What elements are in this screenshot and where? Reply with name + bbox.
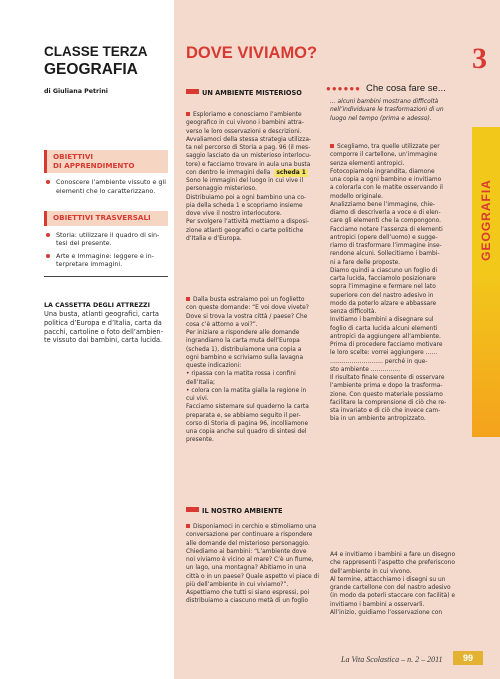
text-line-content: grande cartellone con del nastro adesivo	[330, 585, 451, 591]
text-line	[186, 370, 320, 378]
obiettivi-trasversali	[44, 211, 168, 269]
text-line-content: corso di Storia di pagina 96, incolliamone	[186, 420, 309, 427]
side-label	[475, 160, 497, 280]
text-line-content: foglio di carta lucida alcuni elementi	[330, 325, 438, 332]
text-line-content: Prima di procedere facciamo motivare	[330, 342, 443, 348]
text-line	[330, 341, 464, 349]
text-line-content: l’ambiente prima e dopo la trasforma-	[330, 383, 443, 390]
text-line	[330, 115, 464, 123]
text-line-content: pia della scheda 1 e scopriamo insieme	[186, 202, 303, 209]
text-line-content: queste indicazioni:	[186, 363, 242, 369]
text-line	[330, 308, 464, 316]
text-line	[186, 313, 320, 321]
text-line	[186, 354, 320, 362]
text-line-content: dell’ambiente in cui vivono.	[330, 568, 412, 575]
text-line	[330, 333, 464, 341]
text-line	[330, 242, 464, 250]
text-line	[330, 234, 464, 242]
text-line-content: dove vive il nostro interlocutore.	[186, 211, 282, 217]
section-heading-ambiente-misterioso	[186, 89, 302, 97]
text-line-content: (scheda 1), distribuiamone una copia a	[186, 346, 302, 353]
text-line	[186, 387, 320, 395]
text-line	[186, 218, 318, 226]
text-line	[186, 161, 318, 169]
square-bullet-icon	[186, 112, 190, 116]
text-line-content: Disponiamoci in cerchio e stimoliamo una	[193, 524, 317, 530]
text-line-content: Al termine, attacchiamo i disegni su un	[330, 576, 446, 583]
text-line-content: una copia a ogni bambino e invitiamo	[330, 177, 442, 183]
text-line-content: alle domande del misterioso personaggio.	[186, 540, 310, 547]
text-line	[186, 420, 320, 428]
text-line	[186, 185, 318, 193]
text-line-content: geografico in cui vivono i bambini attra-	[186, 120, 304, 127]
text-line-content: modello originale.	[330, 193, 383, 200]
text-line	[186, 235, 318, 243]
text-line-content: ogni bambino e scriviamo sulla lavagna	[186, 354, 304, 361]
text-line	[330, 160, 464, 168]
text-line	[186, 395, 320, 403]
text-line	[330, 601, 464, 609]
text-line-content: Analizziamo bene l’immagine, chie-	[330, 201, 435, 208]
cassetta-title: LA CASSETTA DEGLI ATTREZZI	[44, 302, 150, 309]
text-line	[186, 337, 320, 345]
text-line-content: Per svolgere l’attività mettiamo a disposi-	[186, 219, 310, 226]
text-line-content: nell’individuare le trasformazioni di un	[330, 107, 444, 114]
text-line-content: antropici da aggiungere all’ambiente.	[330, 333, 441, 340]
text-line	[330, 292, 464, 300]
text-line	[330, 300, 464, 308]
text-line	[330, 568, 464, 576]
text-line	[186, 152, 318, 160]
text-line	[330, 592, 464, 600]
text-line-content: Chiediamo ai bambini: “L’ambiente dove	[186, 548, 307, 555]
text-line	[330, 366, 464, 374]
text-line	[330, 250, 464, 258]
text-line-content: bia in un ambiente antropizzato.	[330, 416, 426, 423]
text-line-content: riamo di trasformare l’immagine inse-	[330, 243, 442, 249]
text-line	[186, 210, 318, 218]
text-line	[330, 349, 464, 357]
text-line-content: • colora con la matita gialla la regione in	[186, 387, 307, 394]
cassetta-line: te vissuto dai bambini, carta lucida.	[44, 336, 163, 345]
text-line	[330, 407, 464, 415]
text-line	[330, 584, 464, 592]
cassetta-text	[44, 310, 168, 345]
text-line	[330, 551, 464, 559]
text-line-content: modo da poterlo alzare e abbassare	[330, 300, 437, 307]
text-line-content: luogo nel tempo (prima e adesso).	[330, 115, 432, 122]
dots-icon: ●●●●●●	[326, 84, 361, 93]
text-line	[330, 391, 464, 399]
text-line-content: cui vivi.	[186, 396, 209, 402]
obiettivi-apprendimento	[44, 150, 168, 195]
cassetta-line: Una busta, atlanti geografici, carta	[44, 310, 159, 318]
text-line	[186, 329, 320, 337]
text-line-content: A4 e invitiamo i bambini a fare un disegno	[330, 552, 456, 558]
text-line-content: invitiamo i bambini a osservarli.	[330, 601, 425, 608]
text-line-content: d’Italia e d’Europa.	[186, 235, 242, 242]
text-line-content: sto ambiente ……………	[330, 366, 401, 373]
text-line-content: le loro scelte: vorrei aggiungere ……	[330, 350, 438, 357]
right-column-body	[330, 143, 464, 424]
text-line	[330, 576, 464, 584]
side-label-text: GEOGRAFIA	[479, 179, 493, 261]
cosa-fare-intro	[330, 98, 464, 123]
text-line-content: cosa c’è attorno a voi?”.	[186, 321, 258, 328]
text-line	[186, 177, 318, 185]
text-line	[330, 267, 464, 275]
trasversale-line: Storia: utilizzare il quadro di sin-	[56, 230, 160, 239]
obiettivo-line: elementi che lo caratterizzano.	[56, 186, 156, 195]
text-line-content: Il risultato finale consente di osservare	[330, 375, 445, 381]
text-line	[186, 321, 320, 329]
text-line	[330, 275, 464, 283]
text-line-content: carta lucida, facciamolo posizionare	[330, 276, 436, 282]
section-body-nostro-ambiente	[186, 523, 322, 606]
text-line-content: ta nel percorso di Storia a pag. 96 (il mes-	[186, 145, 311, 151]
text-line	[186, 111, 318, 119]
text-line-content: All’inizio, guidiamo l’osservazione con	[330, 609, 443, 616]
text-line	[186, 573, 322, 581]
text-line-content: una copia anche sul quadro di sintesi del	[186, 429, 307, 435]
text-line-content: facilitare la comprensione di ciò che re-	[330, 399, 447, 406]
cassetta-attrezzi	[44, 276, 168, 345]
text-line-content: Invitiamo i bambini a disegnare sul	[330, 317, 434, 324]
text-line-content: care gli elementi che la compongono.	[330, 218, 442, 225]
section-title: IL NOSTRO AMBIENTE	[202, 507, 283, 515]
text-line-content: personaggio misterioso.	[186, 186, 257, 193]
text-line	[330, 316, 464, 324]
trasversale-line: Arte e Immagine: leggere e in-	[56, 251, 154, 260]
text-line-content: città o in un paese? Quale aspetto vi piace di	[186, 573, 320, 580]
text-line-content: Facciamo notare l’assenza di elementi	[330, 226, 443, 233]
text-line	[330, 184, 464, 192]
page-number: 99	[453, 651, 483, 665]
text-line	[330, 106, 464, 114]
section-body-busta	[186, 296, 320, 445]
text-line-content: Fotocopiamola ingrandita, diamone	[330, 168, 435, 175]
square-bullet-icon	[186, 297, 190, 301]
text-line	[186, 531, 322, 539]
subject-title: GEOGRAFIA	[44, 61, 138, 78]
obiettivo-line: Conoscere l’ambiente vissuto e gli	[56, 178, 167, 186]
text-line	[330, 399, 464, 407]
text-line-content: con queste domande: “E voi dove vivete?	[186, 305, 309, 312]
text-line-content: zione. Con questo materiale possiamo	[330, 391, 443, 398]
text-line-content: tore) e facciamo trovare in aula una busta	[186, 161, 311, 168]
scheda-tag: scheda 1	[276, 169, 306, 176]
text-line	[186, 540, 322, 548]
text-line-content: Per iniziare a rispondere alle domande	[186, 330, 300, 336]
text-line	[186, 589, 322, 597]
text-line	[330, 283, 464, 291]
text-line-content: distribuiamo a ciascuno metà di un foglio	[186, 598, 309, 605]
bullet-icon	[46, 180, 50, 184]
text-line	[186, 436, 320, 444]
text-line	[186, 194, 318, 202]
text-line	[186, 523, 322, 531]
square-bullet-icon	[186, 524, 190, 528]
text-line-content: Sono le immagini del luogo in cui vive il	[186, 178, 304, 184]
text-line-content: più dell’ambiente in cui viviamo?”.	[186, 581, 289, 588]
text-line-content: Diamo quindi a ciascuno un foglio di	[330, 267, 438, 274]
text-line	[330, 609, 464, 617]
footer-magazine: La Vita Scolastica – n. 2 – 2011	[341, 655, 443, 664]
page-title: DOVE VIVIAMO?	[186, 44, 318, 62]
text-line-content: Esploriamo e conosciamo l’ambiente	[193, 112, 302, 118]
chapter-number: 3	[472, 42, 487, 75]
section-title: UN AMBIENTE MISTERIOSO	[202, 89, 302, 97]
text-line	[330, 98, 464, 106]
text-line-content: Distribuiamo poi a ogni bambino una co-	[186, 194, 307, 201]
text-line	[186, 202, 318, 210]
text-line	[330, 382, 464, 390]
obiettivo-item	[44, 178, 168, 195]
text-line-content: verso le loro osservazioni e descrizioni.	[186, 128, 302, 135]
text-line	[330, 201, 464, 209]
text-line-content: Dove si trova la vostra città / paese? Che	[186, 313, 308, 320]
trasversale-line: tesi del presente.	[56, 239, 112, 248]
text-line	[186, 296, 320, 304]
text-line	[186, 412, 320, 420]
section-body-ambiente-misterioso	[186, 111, 318, 243]
heading-bar-icon	[186, 507, 199, 512]
text-line	[330, 209, 464, 217]
text-line-content: ni a fare delle proposte.	[330, 259, 401, 266]
obiettivi-header-line1: OBIETTIVI	[53, 152, 94, 161]
cosa-fare-heading	[326, 83, 446, 94]
text-line	[330, 415, 464, 423]
text-line	[186, 379, 320, 387]
text-line	[186, 169, 318, 177]
text-line-content: con dentro le immagini della	[186, 169, 271, 176]
text-line-content: Dalla busta estraiamo poi un foglietto	[193, 297, 305, 303]
text-line-content: noi viviamo è vicino al mare? C’è un fiume,	[186, 557, 314, 563]
section-heading-nostro-ambiente	[186, 507, 282, 515]
text-line-content: diamo di descriverla a voce e di elen-	[330, 210, 441, 216]
bullet-icon	[46, 233, 50, 237]
text-line-content: • ripassa con la matita rossa i confini	[186, 371, 296, 378]
text-line	[186, 403, 320, 411]
text-line	[330, 226, 464, 234]
text-line	[330, 168, 464, 176]
text-line-content: comporre il cartellone, un’immagine	[330, 152, 438, 159]
text-line	[186, 597, 322, 605]
text-line-content: un lago, una montagna? Abitiamo in una	[186, 565, 307, 572]
text-line-content: Facciamo sistemare sul quaderno la carta	[186, 404, 309, 411]
trasversale-item	[44, 231, 168, 248]
cosa-fare-title: Che cosa fare se...	[366, 83, 446, 94]
text-line	[186, 128, 318, 136]
text-line	[186, 144, 318, 152]
text-line	[330, 259, 464, 267]
text-line-content: senza elementi antropici.	[330, 160, 405, 167]
author: di Giuliana Petrini	[44, 88, 108, 95]
text-line	[186, 136, 318, 144]
text-line	[330, 559, 464, 567]
text-line-content: a colorarla con le matite osservando il	[330, 185, 443, 192]
text-line-content: che rappresenti l’aspetto che preferiscono	[330, 560, 455, 567]
text-line	[186, 227, 318, 235]
text-line	[186, 564, 322, 572]
trasversale-line: terpretare immagini.	[56, 260, 123, 269]
text-line	[186, 581, 322, 589]
text-line-content: antropici (opere dell’uomo) e sugge-	[330, 234, 438, 241]
square-bullet-icon	[330, 144, 334, 148]
text-line-content: superiore con del nastro adesivo in	[330, 292, 434, 299]
cassetta-line: pacchi, cartoline o foto dell’ambien-	[44, 327, 163, 336]
trasversali-header: OBIETTIVI TRASVERSALI	[44, 211, 168, 226]
text-line	[186, 119, 318, 127]
cassetta-line: politica d’Europa e d’Italia, carta da	[44, 318, 162, 327]
text-line-content: preparata e, se abbiamo seguito il per-	[186, 412, 301, 419]
heading-bar-icon	[186, 89, 199, 94]
text-line-content: senza difficoltà.	[330, 309, 377, 315]
obiettivi-header	[44, 150, 168, 173]
text-line	[330, 217, 464, 225]
text-line-content: Aspettiamo che tutti si siano espressi, poi	[186, 590, 310, 596]
text-line-content: conversazione per continuare a rispondere	[186, 532, 313, 539]
text-line-content: zione atlanti geografici o carte politiche	[186, 227, 304, 234]
text-line	[330, 325, 464, 333]
right-column-continuation	[330, 551, 464, 617]
text-line	[186, 428, 320, 436]
text-line-content: Scegliamo, tra quelle utilizzate per	[337, 144, 440, 150]
text-line	[330, 143, 464, 151]
text-line	[186, 556, 322, 564]
text-line	[186, 548, 322, 556]
obiettivi-header-line2: DI APPRENDIMENTO	[53, 160, 135, 170]
text-line-content: dell’Italia;	[186, 379, 216, 386]
class-title: CLASSE TERZA	[44, 44, 148, 59]
text-line-content: rendone alcuni. Sollecitiamo i bambi-	[330, 251, 440, 258]
text-line	[330, 358, 464, 366]
text-line-content: ingrandiamo la carta muta dell’Europa	[186, 338, 300, 345]
text-line-content: ... alcuni bambini mostrano difficoltà	[330, 99, 439, 105]
text-line	[330, 151, 464, 159]
text-line-content: ……………………… perché in que-	[330, 358, 428, 365]
text-line-content: presente.	[186, 437, 214, 444]
text-line	[186, 304, 320, 312]
trasversale-item	[44, 252, 168, 269]
bullet-icon	[46, 254, 50, 258]
text-line-content: (in modo da poterli staccare con facilità) e	[330, 593, 456, 600]
text-line-content: sta invariato e di ciò che invece cam-	[330, 408, 441, 414]
text-line-content: sopra l’immagine e fermare nel lato	[330, 284, 436, 291]
text-line-content: saggio lasciato da un misterioso interlocu-	[186, 153, 312, 160]
text-line	[186, 346, 320, 354]
text-line	[330, 193, 464, 201]
text-line	[330, 176, 464, 184]
text-line	[330, 374, 464, 382]
text-line	[186, 362, 320, 370]
text-line-content: Avvaliamoci della stessa strategia utilizza-	[186, 136, 312, 143]
